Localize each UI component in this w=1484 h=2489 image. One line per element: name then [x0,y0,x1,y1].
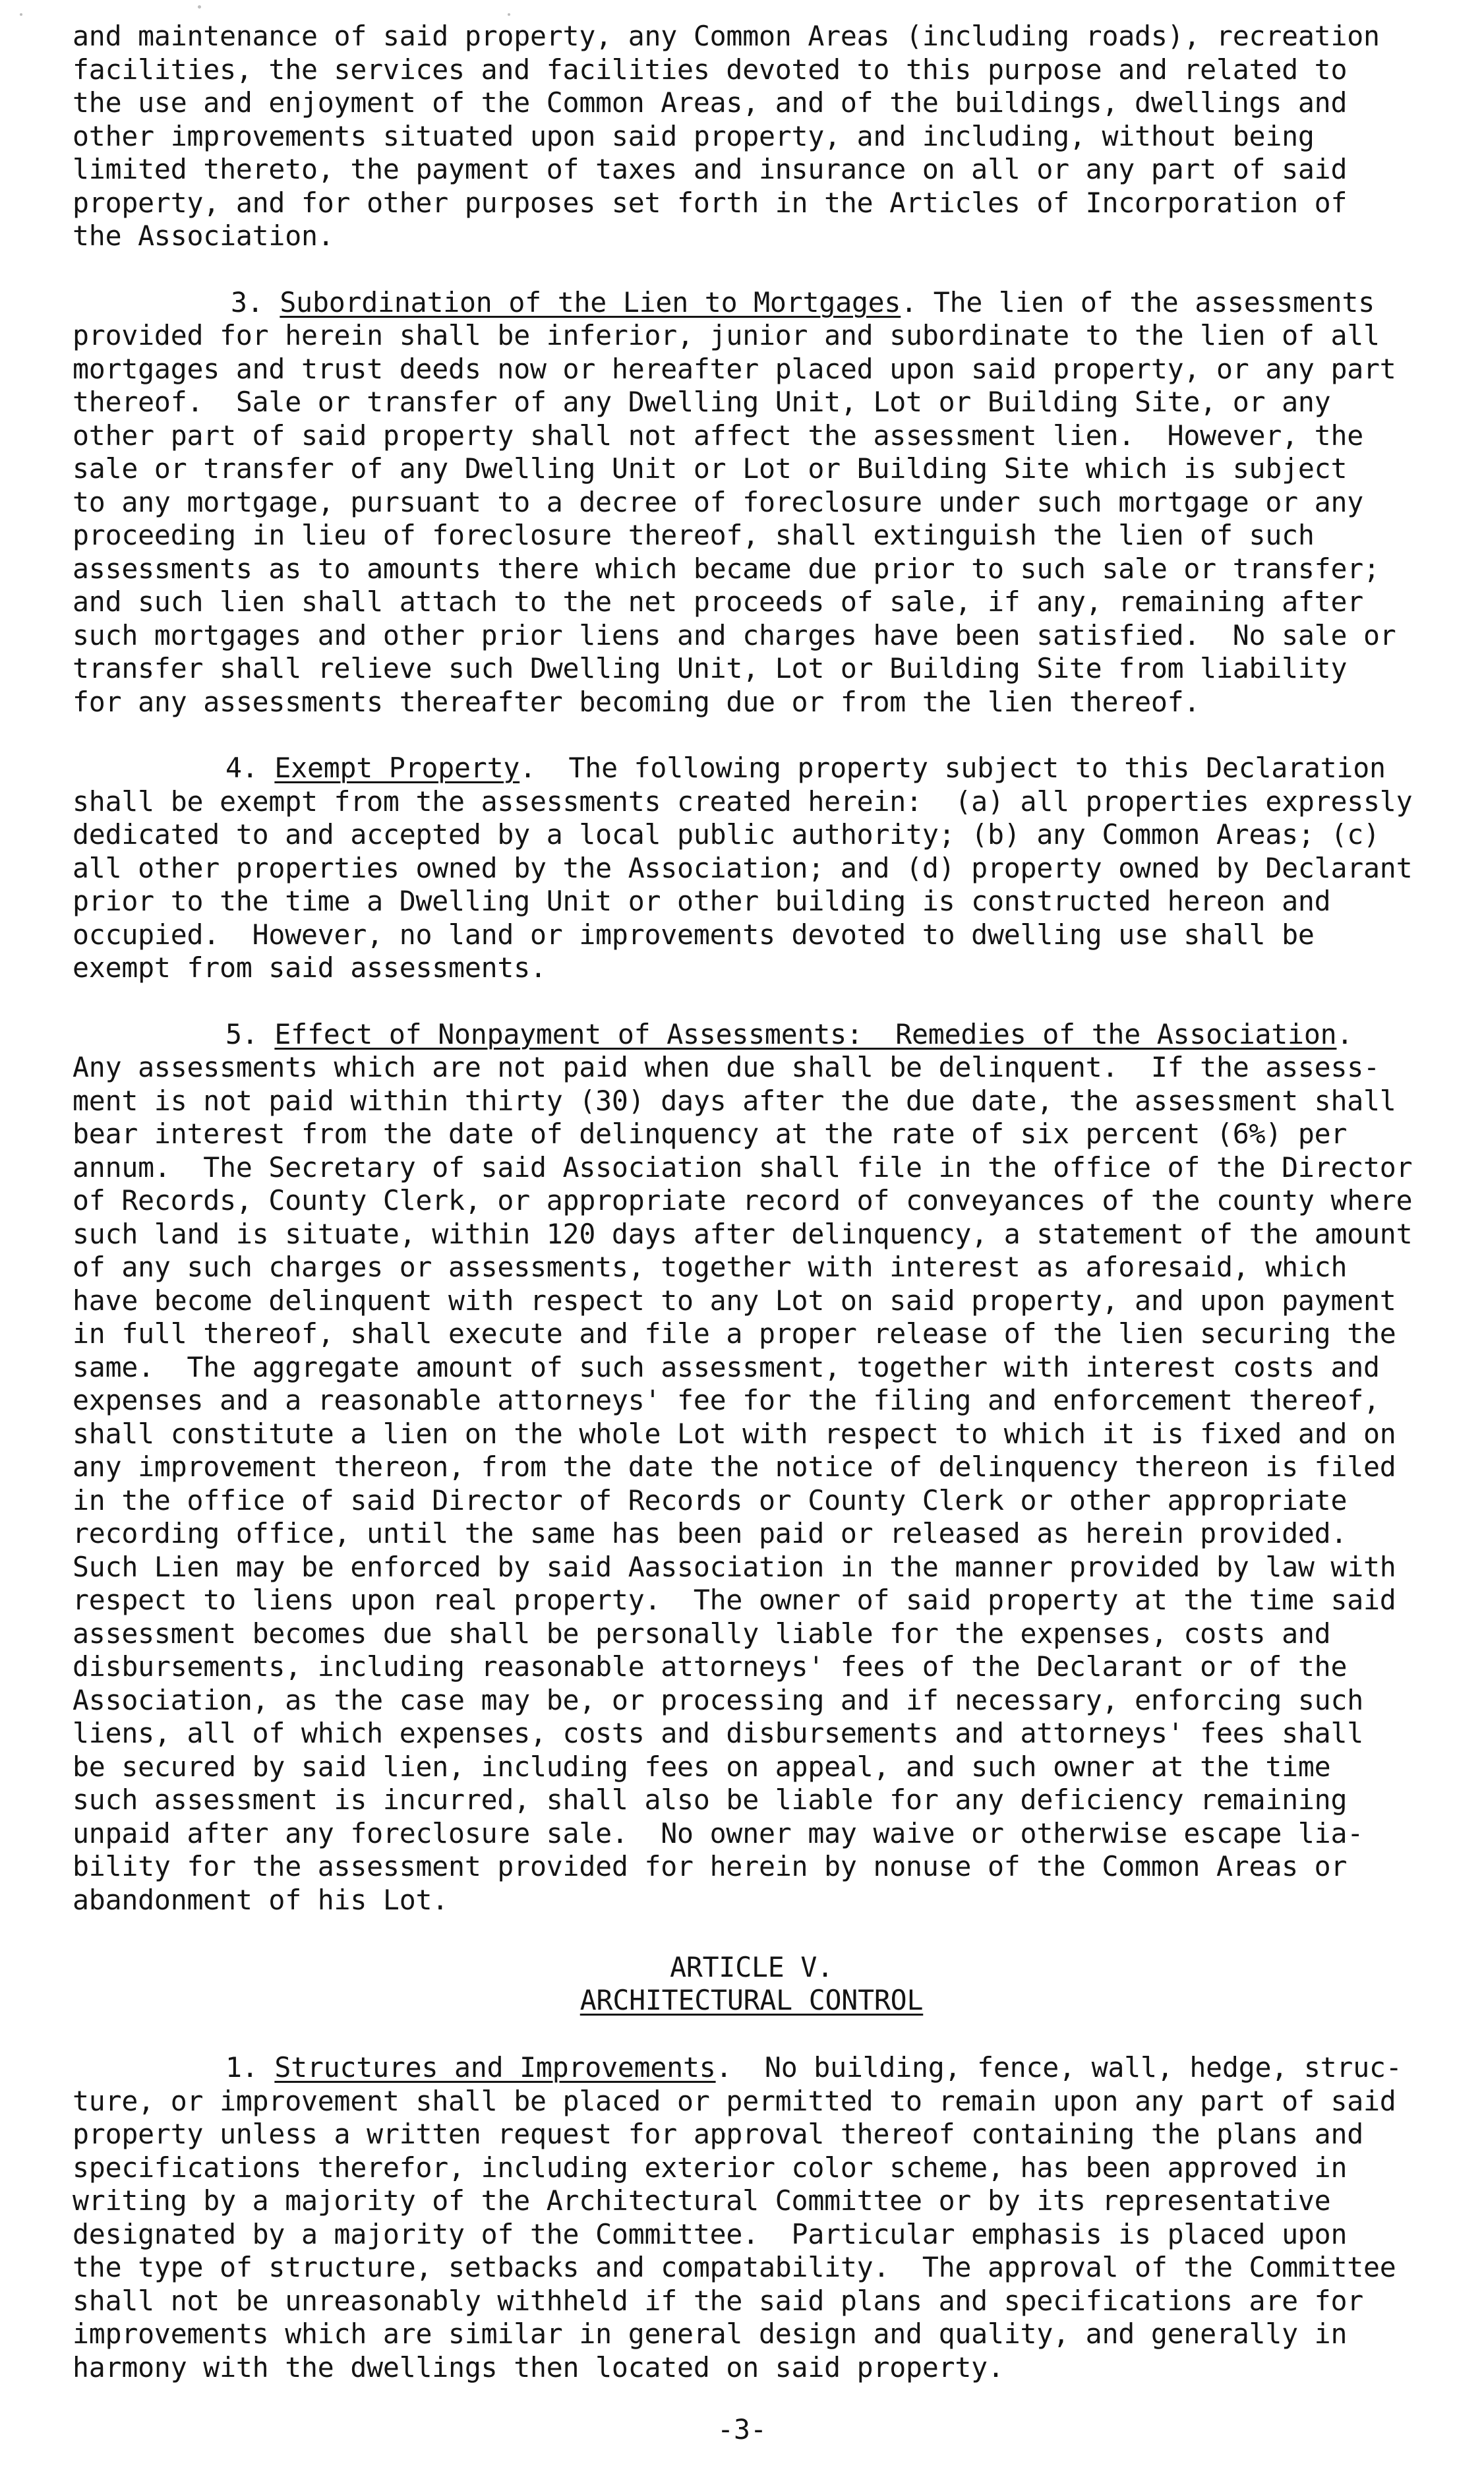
scan-speck [508,13,510,16]
scan-speck [198,5,201,9]
section-body: ture, or improvement shall be placed or permitted to remain upon any part of said property unless a written request for approval thereof containing the plans and specifications therefor, including exterior color scheme, has been approved in writing by a majority of the Architectural Committee or by its representative designated by a majority of the Committee. Particular emphasis is placed upon the type of structure, setbacks and compatability. The approval of the Committee shall not be unreasonably withheld if the said plans and specifications are for improvements which are similar in general design and quality, and generally in harmony with the dwellings then located on said property. [73,2084,1396,2384]
section-number: 4. [225,752,258,784]
section-lead-text: . [1336,1017,1353,1050]
article-title: ARCHITECTURAL CONTROL [579,1984,924,2016]
section-title: Subordination of the Lien to Mortgages [280,285,901,318]
article-number: ARTICLE V. [670,1951,833,1983]
section-body: shall be exempt from the assessments created herein: (a) all properties expressly dedicated to and accepted by a local public authority; (b) any Common Areas; (c) all other properties owned by the Association; and (d) property owned by Declarant prior to the time a Dwelling Unit or other building is constructed hereon and occupied. However, no land or improvements devoted to dwelling use shall be exempt from said assessments. [73,785,1413,984]
section-number: 5. [225,1017,258,1050]
section-lead-text: . The lien of the assessments [901,285,1375,318]
section-lead-text: . The following property subject to this Declaration [519,752,1386,784]
section-number: 3. [231,285,264,318]
section-number: 1. [225,2051,258,2084]
section-4 [73,752,1431,985]
article-section-1 [73,2051,1431,2384]
document-page [73,20,1431,2384]
section-body: Any assessments which are not paid when due shall be delinquent. If the assess- ment is not paid within thirty (30) days after the due date, the assessment shall bear interest from the date of delinquency at the rate of six percent (6%) per annum. The Secretary of said Association shall file in the office of the Director of Records, County Clerk, or appropriate record of conveyances of the county where such land is situate, within 120 days after delinquency, a statement of the amount of any such charges or assessments, together with interest as aforesaid, which have become delinquent with respect to any Lot on said property, and upon payment in full thereof, shall execute and file a proper release of the lien securing the same. The aggregate amount of such assessment, together with interest costs and expenses and a reasonable attorneys' fee for the filing and enforcement thereof, shall constitute a lien on the whole Lot with respect to which it is fixed and on any improvement thereon, from the date the notice of delinquency thereon is filed in the office of said Director of Records or County Clerk or other appropriate recording office, until the same has been paid or released as herein provided. Such Lien may be enforced by said Aassociation in the manner provided by law with respect to liens upon real property. The owner of said property at the time said assessment becomes due shall be personally liable for the expenses, costs and disbursements, including reasonable attorneys' fees of the Declarant or of the Association, as the case may be, or processing and if necessary, enforcing such liens, all of which expenses, costs and disbursements and attorneys' fees shall be secured by said lien, including fees on appeal, and such owner at the time such assessment is incurred, shall also be liable for any deficiency remaining unpaid after any foreclosure sale. No owner may waive or otherwise escape lia- bility for the assessment provided for herein by nonuse of the Common Areas or abandonment of his Lot. [73,1051,1413,1916]
section-title: Effect of Nonpayment of Assessments: Remedies of the Association [274,1017,1337,1050]
section-3 [73,286,1431,719]
page-number: -3- [717,2413,767,2445]
section-lead-text: . No building, fence, wall, hedge, struc- [715,2051,1402,2084]
article-heading [73,1951,1431,2017]
section-title: Exempt Property [274,752,520,784]
scan-speck [20,13,22,16]
section-title: Structures and Improvements [274,2051,716,2084]
intro-paragraph: and maintenance of said property, any Common Areas (including roads), recreation facilities, the services and facilities devoted to this purpose and related to the use and enjoyment of the Common Areas, and of the buildings, dwellings and other improvements situated upon said property, and including, without being limited thereto, the payment of taxes and insurance on all or any part of said property, and for other purposes set forth in the Articles of Incorporation of the Association. [73,20,1380,252]
section-body: provided for herein shall be inferior, junior and subordinate to the lien of all mortgages and trust deeds now or hereafter placed upon said property, or any part thereof. Sale or transfer of any Dwelling Unit, Lot or Building Site, or any other part of said property shall not affect the assessment lien. However, the sale or transfer of any Dwelling Unit or Lot or Building Site which is subject to any mortgage, pursuant to a decree of foreclosure under such mortgage or any proceeding in lieu of foreclosure thereof, shall extinguish the lien of such assessments as to amounts there which became due prior to such sale or transfer; and such lien shall attach to the net proceeds of sale, if any, remaining after such mortgages and other prior liens and charges have been satisfied. No sale or transfer shall relieve such Dwelling Unit, Lot or Building Site from liability for any assessments thereafter becoming due or from the lien thereof. [73,319,1396,718]
section-5 [73,1018,1431,1917]
